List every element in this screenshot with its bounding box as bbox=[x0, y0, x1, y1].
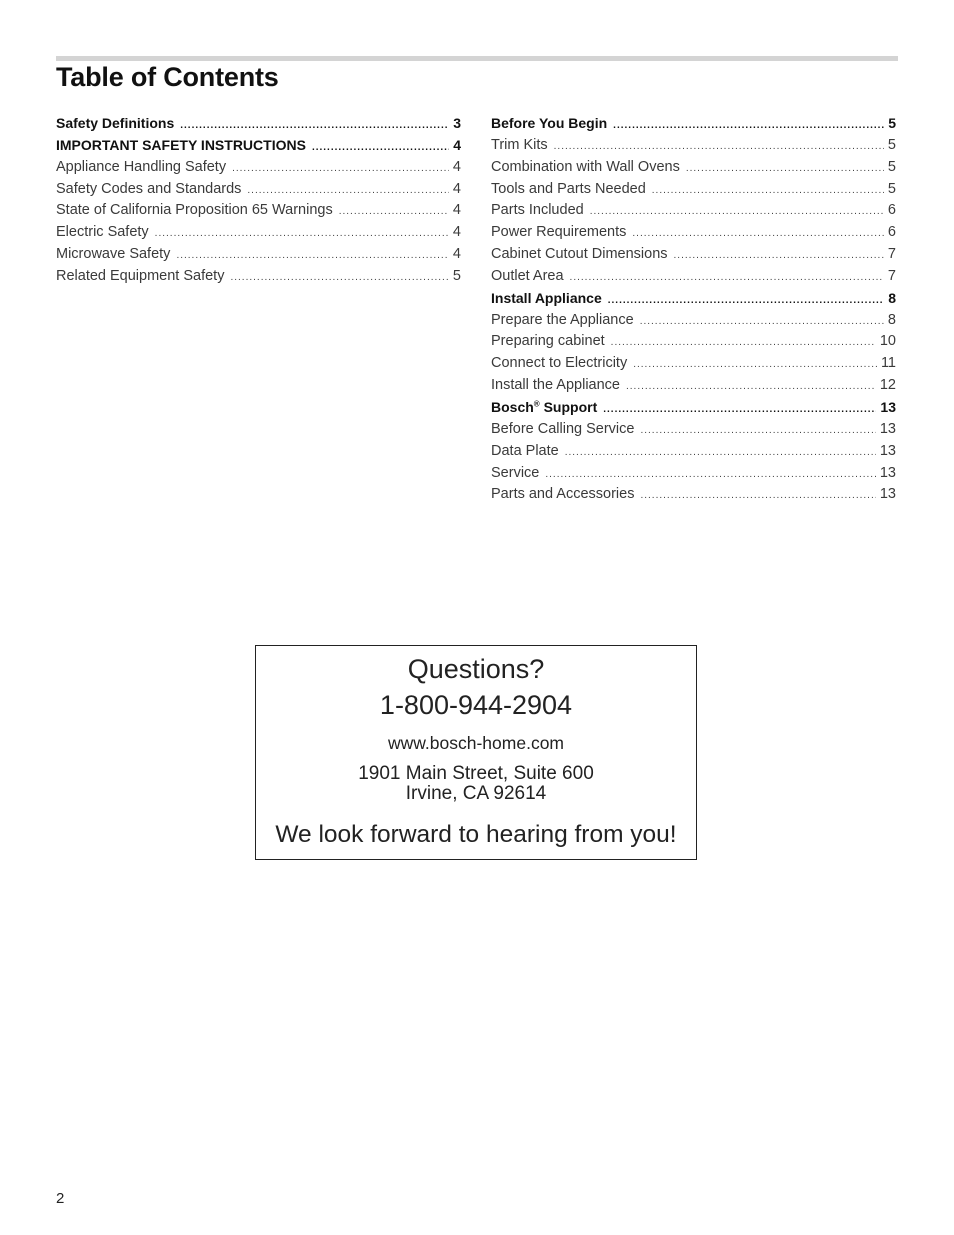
toc-page-number: 11 bbox=[880, 355, 896, 372]
toc-entry-title bbox=[491, 443, 559, 459]
questions-heading: Questions? bbox=[407, 654, 545, 684]
toc-section-entry[interactable] bbox=[56, 137, 461, 159]
toc-subsection-entry[interactable] bbox=[491, 224, 896, 246]
toc-subsection-entry[interactable] bbox=[491, 465, 896, 487]
toc-dot-leader bbox=[570, 272, 884, 283]
toc-entry-title bbox=[491, 290, 602, 306]
toc-entry-title bbox=[491, 377, 620, 393]
toc-page-number: 13 bbox=[880, 398, 896, 415]
toc-entry-title bbox=[491, 486, 634, 502]
toc-dot-leader bbox=[640, 425, 875, 436]
toc-subsection-entry[interactable] bbox=[491, 202, 896, 224]
toc-entry-title bbox=[491, 137, 548, 153]
toc-entry-title bbox=[491, 159, 680, 175]
toc-entry-title-text: Service bbox=[491, 464, 540, 481]
toc-page-number: 5 bbox=[888, 115, 896, 131]
toc-subsection-entry[interactable] bbox=[491, 355, 896, 377]
toc-left-column bbox=[56, 115, 461, 290]
toc-subsection-entry[interactable] bbox=[491, 377, 896, 399]
toc-entry-title-text: Parts Included bbox=[491, 202, 584, 219]
toc-subsection-entry[interactable] bbox=[491, 312, 896, 334]
toc-subsection-entry[interactable] bbox=[491, 137, 896, 159]
toc-subsection-entry[interactable] bbox=[56, 181, 461, 203]
toc-dot-leader bbox=[640, 490, 875, 501]
toc-page-number: 4 bbox=[452, 246, 461, 263]
toc-entry-title bbox=[56, 181, 241, 197]
toc-page-number: 13 bbox=[879, 486, 896, 503]
toc-subsection-entry[interactable] bbox=[491, 333, 896, 355]
toc-entry-title bbox=[491, 181, 646, 197]
toc-subsection-entry[interactable] bbox=[56, 268, 461, 290]
toc-entry-title-text: Safety Codes and Standards bbox=[56, 180, 242, 197]
page-number: 2 bbox=[56, 1190, 65, 1207]
closing-message: We look forward to hearing from you! bbox=[275, 821, 677, 848]
toc-dot-leader bbox=[339, 206, 449, 217]
toc-page-number: 5 bbox=[452, 267, 461, 284]
toc-page-number: 6 bbox=[887, 202, 896, 219]
toc-page-number: 5 bbox=[887, 180, 896, 197]
toc-entry-title bbox=[491, 333, 605, 349]
toc-entry-title-text: Tools and Parts Needed bbox=[491, 180, 646, 197]
toc-entry-title-text: Install the Appliance bbox=[491, 377, 620, 394]
toc-entry-title bbox=[491, 465, 539, 481]
toc-entry-title bbox=[56, 202, 333, 218]
toc-subsection-entry[interactable] bbox=[491, 181, 896, 203]
toc-page-number: 13 bbox=[879, 420, 896, 437]
toc-entry-title-text: Appliance Handling Safety bbox=[56, 158, 227, 175]
toc-entry-title bbox=[56, 268, 224, 284]
toc-subsection-entry[interactable] bbox=[491, 268, 896, 290]
toc-entry-title bbox=[56, 137, 306, 153]
toc-entry-title-text: Electric Safety bbox=[56, 224, 149, 241]
toc-dot-leader bbox=[232, 163, 449, 174]
toc-section-entry[interactable] bbox=[491, 115, 896, 137]
toc-dot-leader bbox=[632, 228, 884, 239]
toc-dot-leader bbox=[312, 142, 449, 153]
toc-subsection-entry[interactable] bbox=[491, 421, 896, 443]
toc-dot-leader bbox=[611, 337, 876, 348]
toc-entry-title bbox=[56, 224, 149, 240]
toc-page-number: 6 bbox=[887, 224, 896, 241]
toc-dot-leader bbox=[565, 447, 876, 458]
toc-dot-leader bbox=[640, 316, 884, 327]
toc-dot-leader bbox=[686, 163, 884, 174]
toc-dot-leader bbox=[180, 120, 449, 131]
toc-subsection-entry[interactable] bbox=[56, 246, 461, 268]
toc-right-column bbox=[491, 115, 896, 508]
toc-page-number: 13 bbox=[879, 442, 896, 459]
toc-entry-title-text: Related Equipment Safety bbox=[56, 267, 225, 284]
toc-entry-title-text: Power Requirements bbox=[491, 224, 627, 241]
toc-entry-title-text: Safety Definitions bbox=[56, 115, 175, 131]
toc-page-number: 4 bbox=[452, 224, 461, 241]
toc-dot-leader bbox=[633, 359, 877, 370]
toc-page-number: 4 bbox=[453, 136, 461, 153]
toc-entry-title bbox=[491, 115, 607, 131]
toc-dot-leader bbox=[608, 295, 884, 306]
toc-entry-title bbox=[491, 224, 626, 240]
toc-entry-title bbox=[491, 268, 564, 284]
toc-dot-leader bbox=[176, 250, 448, 261]
toc-page-number: 12 bbox=[879, 377, 896, 394]
toc-page-number: 4 bbox=[452, 202, 461, 219]
toc-page-number: 4 bbox=[452, 158, 461, 175]
toc-dot-leader bbox=[674, 250, 884, 261]
toc-subsection-entry[interactable] bbox=[491, 159, 896, 181]
toc-section-entry[interactable] bbox=[491, 290, 896, 312]
address-line-1: 1901 Main Street, Suite 600 bbox=[358, 763, 594, 784]
toc-entry-title-text: Bosch bbox=[491, 398, 534, 415]
toc-entry-title-text: Before Calling Service bbox=[491, 420, 635, 437]
phone-number[interactable]: 1-800-944-2904 bbox=[379, 690, 573, 720]
toc-dot-leader bbox=[590, 206, 884, 217]
toc-dot-leader bbox=[626, 381, 876, 392]
toc-page-number: 8 bbox=[888, 289, 896, 306]
toc-page-number: 5 bbox=[887, 158, 896, 175]
toc-dot-leader bbox=[230, 272, 448, 283]
toc-dot-leader bbox=[613, 120, 884, 131]
registered-mark: ® bbox=[533, 399, 540, 409]
toc-entry-title-text: Data Plate bbox=[491, 442, 559, 459]
toc-entry-title bbox=[56, 159, 226, 175]
toc-subsection-entry[interactable] bbox=[56, 224, 461, 246]
toc-entry-title bbox=[491, 421, 634, 437]
top-rule bbox=[56, 56, 898, 61]
toc-entry-title-text: Connect to Electricity bbox=[491, 355, 628, 372]
toc-entry-title-text: Parts and Accessories bbox=[491, 486, 635, 503]
toc-page-number: 7 bbox=[887, 267, 896, 284]
toc-section-entry[interactable] bbox=[491, 399, 896, 421]
toc-entry-title bbox=[491, 202, 584, 218]
toc-entry-title-text: IMPORTANT SAFETY INSTRUCTIONS bbox=[56, 136, 306, 153]
toc-entry-title-text: Before You Begin bbox=[491, 115, 608, 131]
toc-entry-title-text: Microwave Safety bbox=[56, 246, 171, 263]
address-line-2: Irvine, CA 92614 bbox=[405, 783, 547, 804]
toc-entry-title-text: Prepare the Appliance bbox=[491, 311, 634, 328]
toc-entry-title-text: Cabinet Cutout Dimensions bbox=[491, 246, 668, 263]
toc-dot-leader bbox=[603, 404, 876, 415]
toc-entry-title-text: Outlet Area bbox=[491, 267, 564, 284]
toc-subsection-entry[interactable] bbox=[491, 486, 896, 508]
toc-page-number: 8 bbox=[887, 311, 896, 328]
toc-entry-title-text: Trim Kits bbox=[491, 136, 548, 153]
toc-page-number: 5 bbox=[887, 136, 896, 153]
toc-subsection-entry[interactable] bbox=[56, 159, 461, 181]
toc-subsection-entry[interactable] bbox=[56, 202, 461, 224]
toc-page-number: 13 bbox=[879, 464, 896, 481]
toc-entry-title-rest: Support bbox=[539, 398, 598, 415]
toc-entry-title-text: State of California Proposition 65 Warnings bbox=[56, 202, 333, 219]
website-link[interactable]: www.bosch-home.com bbox=[387, 733, 565, 753]
toc-dot-leader bbox=[554, 141, 884, 152]
toc-entry-title bbox=[491, 355, 627, 371]
toc-subsection-entry[interactable] bbox=[491, 443, 896, 465]
toc-entry-title bbox=[56, 115, 174, 131]
toc-dot-leader bbox=[155, 228, 449, 239]
toc-entry-title-text: Preparing cabinet bbox=[491, 333, 605, 350]
toc-entry-title bbox=[56, 246, 170, 262]
toc-entry-title bbox=[491, 246, 668, 262]
toc-page-number: 10 bbox=[879, 333, 896, 350]
contact-box bbox=[255, 645, 697, 860]
toc-dot-leader bbox=[652, 185, 884, 196]
toc-page-number: 7 bbox=[887, 246, 896, 263]
toc-dot-leader bbox=[545, 469, 876, 480]
toc-dot-leader bbox=[247, 185, 449, 196]
toc-entry-title bbox=[491, 312, 634, 328]
toc-entry-title-text: Install Appliance bbox=[491, 289, 602, 306]
toc-section-entry[interactable] bbox=[56, 115, 461, 137]
toc-page-number: 4 bbox=[452, 180, 461, 197]
page-title: Table of Contents bbox=[56, 62, 279, 92]
toc-page-number: 3 bbox=[453, 115, 461, 131]
toc-entry-title bbox=[491, 399, 597, 415]
toc-entry-title-text: Combination with Wall Ovens bbox=[491, 158, 680, 175]
toc-subsection-entry[interactable] bbox=[491, 246, 896, 268]
